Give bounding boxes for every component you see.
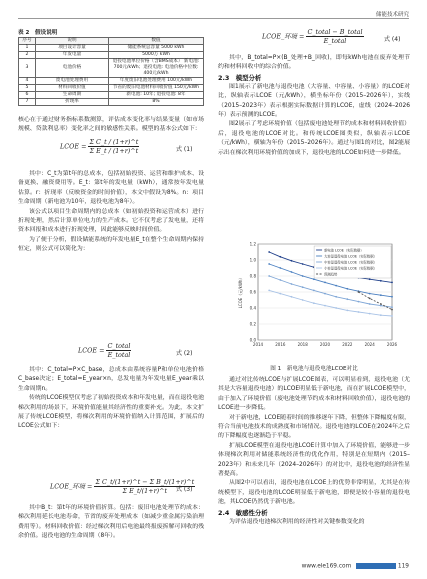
footer-site: www.ele169.com: [301, 563, 352, 569]
data-point: [335, 285, 337, 287]
legend-label: 大容量退役电池 LCOE（实际数据）: [324, 254, 377, 259]
paragraph: 对于新电池，LCOE随着时间的推移逐年下降，但整体下降幅度有限，符合当前电池技术的成熟度和市场情况。退役电池的LCOE在2024年之后的下降幅度也逐渐趋于平稳。: [218, 414, 410, 440]
y-tick-label: 0.8: [249, 273, 256, 279]
left-column-3: [18, 366, 204, 432]
data-point: [380, 303, 382, 305]
section-heading: 2.3 模型分析: [218, 73, 262, 82]
table-cell: 新电池: 10年; 退役电池: 8年: [109, 92, 204, 99]
table-row: [19, 59, 204, 78]
eq-num: C_total: [107, 342, 131, 350]
paragraph: 其中B_t：第t年的环境价值折算。包括：废旧电池处理节约成本：梯次利用延长电池寿命，节省的废弃处理成本（如减少重金属污染治理费用等）。材料回收价值：经过梯次利用后电池最终报废拆解可回收的残余价值。退役电池的生命周期（8年）。: [18, 505, 204, 540]
data-point: [279, 279, 281, 281]
data-point: [279, 256, 281, 258]
data-point: [291, 296, 293, 298]
table-header: 数值: [109, 38, 204, 45]
data-point: [268, 263, 270, 265]
equation-number: 式 (4): [384, 36, 401, 43]
table-row: [19, 92, 204, 99]
table-cell: 7: [19, 99, 36, 106]
table-row: [19, 78, 204, 85]
paragraph: 通过对比传统LCOE与扩展LCOE图表，可以明显看到，退役电池（尤其是大容量退役电池）的LCOE明显低于新电池，而在扩展LCOE模型中，由于加入了环境价值（废电池处理节约成本和材料回收价值），退役电池的LCOE进一步降低。: [218, 377, 410, 412]
equation-number: 式 (3): [176, 486, 193, 493]
table-row: [19, 45, 204, 52]
table-cell: 废电池处理费用: [36, 78, 109, 85]
eq-lhs: LCOE =: [78, 346, 105, 355]
data-point: [291, 260, 293, 262]
eq-den: E_t: [96, 147, 107, 155]
paragraph: 其中：C_t为第t年的总成本，包括初始投资、运营和维护成本、设备更换、融资费用等。E_t：第t年的发电量（kWh），通常按年发电量估算。r：折现率（反映资金的时间价值），本文中假设为8%。n：项目生命周期（新电池为10年，退役电池为8年）。: [18, 171, 204, 206]
right-column-2: [218, 376, 410, 527]
table-cell: 5: [19, 85, 36, 92]
data-point: [391, 306, 393, 308]
data-point: [358, 301, 360, 303]
equation-2: [78, 342, 131, 359]
legend-label: 新电池 LCOE（实际数据）: [324, 248, 364, 253]
x-tick-label: 2016: [275, 342, 286, 347]
table-cell: 2: [19, 52, 36, 59]
left-column-2: [18, 170, 204, 255]
left-column-4: [18, 504, 204, 542]
data-point: [358, 311, 360, 313]
data-point: [358, 291, 360, 293]
paragraph: 核心在于通过财务指标系数测算，评估成本变化率与结果变量（如市场规模、贷款利息率）变化率之间的敏感性关系。模型的基本公式如下：: [18, 117, 204, 133]
data-point: [369, 298, 371, 300]
table-cell: 折现率: [36, 99, 109, 106]
x-tick-label: 2014: [252, 342, 264, 347]
eq-lhs: LCOE_环境 =: [50, 482, 93, 491]
journal-header: 储能技术研究: [375, 12, 409, 18]
table-cell: 储能系统总容量 5000 kWh: [109, 45, 204, 52]
table-caption: 表 2 假设说明: [18, 30, 58, 36]
page-number: 119: [397, 563, 409, 569]
table-cell: 5000万 kWh: [109, 52, 204, 59]
data-point: [380, 294, 382, 296]
data-point: [335, 307, 337, 309]
data-point: [268, 290, 270, 292]
data-point: [302, 263, 304, 265]
footer-bar: [356, 563, 396, 569]
eq-num: C_t: [96, 138, 107, 146]
y-tick-label: 0.4: [249, 305, 256, 311]
data-point: [324, 293, 326, 295]
table-cell: 生命周期: [36, 92, 109, 99]
paragraph: 扩展LCOE模型在退役电池LCOE计算中加入了环境价值，能够进一步体现梯次利用对储能系统经济性的优化作用，特别是在短期内（2015–2023年）和未来几年（2024–2026年）的对比中，退役电池的经济性显著提高。: [218, 442, 410, 478]
x-tick-label: 2018: [297, 342, 308, 347]
assumption-table: [18, 37, 204, 106]
data-point: [380, 280, 382, 282]
paragraph: 为了便于分析，假设储能系统的年发电量E_t在整个生命周期内保持恒定，则公式可以简化为：: [18, 236, 204, 253]
table-cell: 节省的废旧电池材料回收价值 150元/kWh: [109, 85, 204, 92]
table-cell: 项目设计容量: [36, 45, 109, 52]
data-point: [335, 296, 337, 298]
data-point: [291, 271, 293, 273]
x-tick-label: 2026: [386, 342, 398, 347]
table-cell: 年度废旧电池处理费用 100元/kWh: [109, 78, 204, 85]
table-cell: 退役电池单位价格（含BMS成本） 新电池: 700元/kWh；退役电池: 电池价格中位数: 400元/kWh: [109, 59, 204, 78]
data-point: [369, 278, 371, 280]
y-tick-label: 1.2: [249, 241, 256, 247]
lcoe-figure: [236, 238, 396, 356]
table-header: 说明: [36, 38, 109, 45]
y-axis-label: LCOE（元/kWh）: [238, 275, 243, 309]
eq-den-den: (1+r)^t: [112, 147, 139, 155]
x-tick-label: 2024: [364, 342, 375, 347]
eq-lhs: LCOE_环境 =: [262, 32, 305, 41]
table-cell: 1: [19, 45, 36, 52]
table-cell: 6: [19, 92, 36, 99]
data-point: [302, 299, 304, 301]
table-cell: 电池价格: [36, 59, 109, 78]
table-row: [19, 85, 204, 92]
equation-3: LCOE_环境 = $\frac{\text{Σ C\_t/(1+r)\textasciicircum{}t − Σ B\_t/(1+r)\textasciicircum{}t}}{\text{Σ E\_t/(1+r)\textasciicircum{}t}}$: [50, 478, 195, 495]
equation-number: 式 (1): [176, 146, 193, 153]
eq-num: C_total − B_total: [307, 28, 363, 36]
table-row: [19, 52, 204, 59]
data-point: [391, 282, 393, 284]
x-tick-label: 2020: [319, 342, 331, 347]
data-point: [391, 315, 393, 317]
data-point: [346, 310, 348, 312]
data-point: [369, 303, 371, 305]
table-row: [19, 99, 204, 106]
legend-label: 小容量退役电池 LCOE（实际数据）: [324, 266, 377, 271]
paragraph: 图1展示了新电池与退役电池（大容量、中容量、小容量）的LCOE对比，纵轴表示LCOE（元/kWh），横坐标年份（2015–2026年），实线（2015–2023年）表示根据实际数据计算的LCOE，虚线（2024–2026年）表示预测的LCOE。: [218, 83, 410, 119]
data-point: [313, 278, 315, 280]
paragraph: 为评估退役电池梯次利用的经济性对关键参数变化的: [229, 518, 365, 525]
data-point: [302, 275, 304, 277]
data-point: [380, 314, 382, 316]
paragraph: 其中：C_total=P×C_base，总成本由系统容量P和单位电池价格C_base决定；E_total=E_year×n，总发电量为年发电量E_year乘以生命周期n。: [18, 367, 204, 392]
data-point: [324, 282, 326, 284]
header-rule: [18, 18, 409, 19]
equation-1: LCOE = $\frac{\text{Σ C\_t / (1+r)\textasciicircum{}t}}{\text{Σ E\_t / (1+r)\textasciicircum{}t}}$: [60, 138, 139, 155]
legend-label: 预测趋势: [324, 272, 338, 277]
data-point: [279, 293, 281, 295]
table-cell: 3: [19, 59, 36, 78]
table-cell: 年发电量: [36, 52, 109, 59]
left-column: [18, 116, 204, 135]
data-point: [346, 298, 348, 300]
paragraph: 从图2中可以看出，退役电池在LCOE上的优势非常明显，尤其是在传统模型下，退役电池的LCOE明显低于新电池，即便是较小容量的退役电池，其LCOE仍然优于新电池。: [218, 480, 410, 506]
x-tick-label: 2022: [342, 342, 353, 347]
table-cell: 材料回收价值: [36, 85, 109, 92]
data-point: [391, 296, 393, 298]
y-tick-label: 0.0: [249, 337, 256, 343]
data-point: [380, 305, 382, 307]
data-point: [279, 267, 281, 269]
data-point: [313, 302, 315, 304]
data-point: [268, 251, 270, 253]
eq-den: E_total: [323, 37, 347, 45]
eq-lhs: LCOE =: [60, 142, 87, 151]
equation-number: 式 (2): [176, 350, 193, 357]
data-point: [391, 309, 393, 311]
right-column: [218, 54, 410, 158]
data-point: [291, 283, 293, 285]
paragraph: 图2展示了考虑环境价值（包括废电池处理节约成本和材料回收价值）后，退役电池的LCOE对比。和传统LCOE图类似，纵轴表示LCOE（元/kWh），横轴为年份（2015–2026年）。通过与图1的对比，图2能展示出在梯次利用环境价值的加成下，退役电池的LCOE如何进一步降低。: [218, 121, 410, 156]
data-point: [268, 275, 270, 277]
paragraph: 传统的LCOE模型仅考虑了初始投资成本和年发电量，而在退役电池梯次利用的场景下，环境价值能量其经济性的重要补充。为此，本文扩展了传统LCOE模型，将梯次利用的环境价值纳入计算范围，扩展后的LCOE公式如下：: [18, 395, 204, 430]
y-tick-label: 0.6: [249, 289, 256, 295]
data-point: [313, 290, 315, 292]
equation-4: [262, 28, 364, 45]
legend-label: 中容量退役电池 LCOE（实际数据）: [324, 260, 377, 265]
paragraph: 该公式以项目生命周期内的总成本（如初始投资和运营成本）进行折现处理，然后计算单位电力的生产成本。它不仅考虑了发电量，还将资本回报和成本进行折现处理，因此能够反映时间价值。: [18, 208, 204, 234]
data-point: [369, 293, 371, 295]
paragraph: 其中，B_total=P×(B_处理+B_回收)，即每kWh电池在废弃处理节约和材料回收中的综合价值。: [218, 55, 410, 71]
figure-caption: 图 1 新电池与退役电池LCOE对比: [270, 366, 358, 372]
table-header: 序号: [19, 38, 36, 45]
y-tick-label: 1.0: [249, 257, 256, 263]
section-heading: 2.4 敏感性分析: [218, 508, 268, 517]
data-point: [369, 313, 371, 315]
data-point: [324, 305, 326, 307]
data-point: [346, 288, 348, 290]
table-cell: 4: [19, 78, 36, 85]
eq-den: E_total: [107, 351, 131, 359]
page-footer: [302, 563, 409, 570]
eq-num-den: (1+r)^t: [112, 138, 139, 146]
table-cell: 8%: [109, 99, 204, 106]
data-point: [302, 286, 304, 288]
lcoe-chart: [236, 238, 396, 356]
y-tick-label: 0.2: [249, 321, 256, 327]
